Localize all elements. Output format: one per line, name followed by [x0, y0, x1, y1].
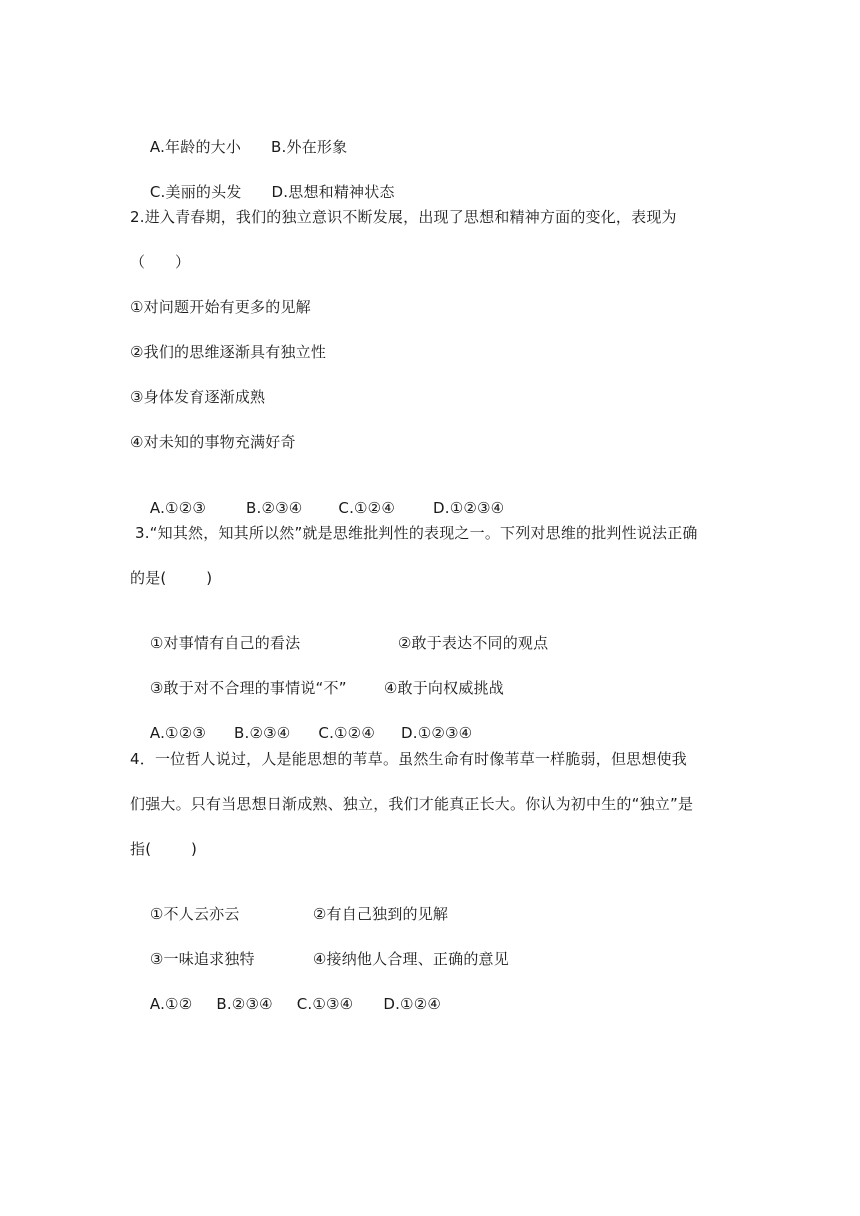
- q2-choice-a: A.①②③: [149, 499, 206, 517]
- q3-item-1: ①对事情有自己的看法: [149, 634, 301, 652]
- q2-item-2: ②我们的思维逐渐具有独立性: [130, 343, 327, 361]
- q4-item-2: ②有自己独到的见解: [312, 905, 449, 923]
- q3-item-4: ④敢于向权威挑战: [383, 679, 504, 697]
- q2-item-4: ④对未知的事物充满好奇: [130, 433, 296, 451]
- q1-option-b: B.外在形象: [271, 138, 348, 156]
- q4-stem-line-3: 指( ): [130, 840, 198, 858]
- q2-item-3: ③身体发育逐渐成熟: [130, 388, 266, 406]
- q4-choice-d: D.①②④: [383, 995, 442, 1013]
- q2-choice-b: B.②③④: [245, 499, 303, 517]
- q4-stem-line-1: 4．一位哲人说过，人是能思想的苇草。虽然生命有时像苇草一样脆弱，但思想使我: [130, 750, 687, 768]
- q4-item-1: ①不人云亦云: [149, 905, 240, 923]
- q2-stem-line-2: （ ）: [130, 253, 191, 271]
- q1-option-a: A.年龄的大小: [149, 138, 242, 156]
- q3-choice-a: A.①②③: [149, 724, 206, 742]
- q2-item-1: ①对问题开始有更多的见解: [130, 298, 311, 316]
- q3-item-2: ②敢于表达不同的观点: [397, 634, 549, 652]
- q4-choice-a: A.①②: [149, 995, 193, 1013]
- q4-item-4: ④接纳他人合理、正确的意见: [312, 950, 509, 968]
- q4-choices: [130, 974, 441, 1034]
- q1-option-d: D.思想和精神状态: [271, 183, 395, 201]
- q1-option-c: C.美丽的头发: [149, 183, 242, 201]
- q3-stem-line-1: 3.“知其然，知其所以然”就是思维批判性的表现之一。下列对思维的批判性说法正确: [130, 524, 698, 542]
- q4-stem-line-2: 们强大。只有当思想日渐成熟、独立，我们才能真正长大。你认为初中生的“独立”是: [130, 795, 694, 813]
- q3-choice-d: D.①②③④: [400, 724, 473, 742]
- q4-item-3: ③一味追求独特: [149, 950, 255, 968]
- q3-stem-line-2: 的是( ): [130, 569, 213, 587]
- q3-choice-c: C.①②④: [318, 724, 375, 742]
- q3-item-3: ③敢于对不合理的事情说“不”: [149, 679, 347, 697]
- q2-choice-d: D.①②③④: [432, 499, 505, 517]
- q3-choice-b: B.②③④: [233, 724, 291, 742]
- q2-stem-line-1: 2.进入青春期，我们的独立意识不断发展，出现了思想和精神方面的变化，表现为: [130, 208, 677, 226]
- q4-choice-b: B.②③④: [216, 995, 273, 1013]
- q4-choice-c: C.①③④: [296, 995, 354, 1013]
- q2-choice-c: C.①②④: [338, 499, 395, 517]
